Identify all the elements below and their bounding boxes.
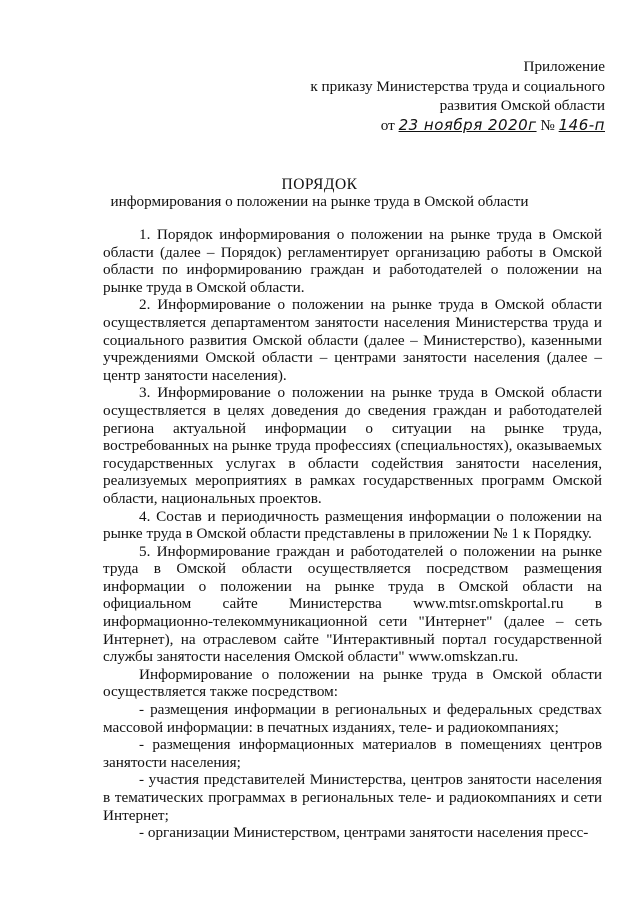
paragraph-5: 5. Информирование граждан и работодателей о положении на рынке труда в Омской области осуществляется посредством размещения информации о положении на рынке труда в Омской области на официальном сайте Министерства www.mtsr.omskportal.ru в информационно-телекоммуникационной сети "Интернет" (далее – сеть Интернет), на отраслевом сайте "Интерактивный портал государственной службы занятости населения Омской области" www.omskzan.ru. bbox=[103, 542, 602, 666]
list-item-materials: - размещения информационных материалов в помещениях центров занятости населения; bbox=[103, 736, 602, 771]
date-prefix: от bbox=[380, 116, 395, 134]
paragraph-2: 2. Информирование о положении на рынке труда в Омской области осуществляется департаментом занятости населения Министерства труда и социального развития Омской области (далее – Министерство), казенными учреждениями Омской области – центрами занятости населения (далее – центр занятости населения). bbox=[103, 296, 602, 384]
ministry-region: развития Омской области bbox=[439, 97, 605, 114]
list-item-media: - размещения информации в региональных и федеральных средствах массовой информации: в печатных изданиях, теле- и радиокомпаниях; bbox=[103, 701, 602, 736]
order-reference: к приказу Министерства труда и социального bbox=[310, 77, 605, 95]
number-prefix: № bbox=[540, 116, 555, 134]
document-title: ПОРЯДОК bbox=[281, 176, 358, 193]
appendix-label: Приложение bbox=[523, 58, 605, 75]
list-item-programs: - участия представителей Министерства, центров занятости населения в тематических программах в региональных теле- и радиокомпаниях и сети Интернет; bbox=[103, 771, 602, 824]
paragraph-4: 4. Состав и периодичность размещения информации о положении на рынке труда в Омской области представлены в приложении № 1 к Порядку. bbox=[103, 507, 602, 543]
paragraph-1: 1. Порядок информирования о положении на рынке труда в Омской области (далее – Порядок) регламентирует организацию работы в Омской области по информированию граждан и работодателей о положении на рынке труда в Омской области. bbox=[103, 226, 602, 296]
paragraph-3: 3. Информирование о положении на рынке труда в Омской области осуществляется в целях доведения до сведения граждан и работодателей региона актуальной информации о ситуации на рынке труда, востребованных на рынке труда профессиях (специальностях), оказываемых государственных услугах в области содействия занятости населения, реализуемых мероприятиях в рамках государственных программ Омской области, национальных проектов. bbox=[103, 384, 602, 507]
handwritten-number: 146-п bbox=[558, 115, 605, 134]
order-date-number bbox=[310, 116, 605, 136]
list-item-press: - организации Министерством, центрами занятости населения пресс- bbox=[139, 824, 589, 842]
document-body bbox=[103, 226, 602, 842]
paragraph-methods-intro: Информирование о положении на рынке труда в Омской области осуществляется также посредством: bbox=[103, 665, 602, 701]
appendix-header bbox=[310, 57, 605, 135]
document-subtitle: информирования о положении на рынке труда в Омской области bbox=[110, 193, 529, 210]
handwritten-date: 23 ноября 2020г bbox=[398, 115, 537, 134]
